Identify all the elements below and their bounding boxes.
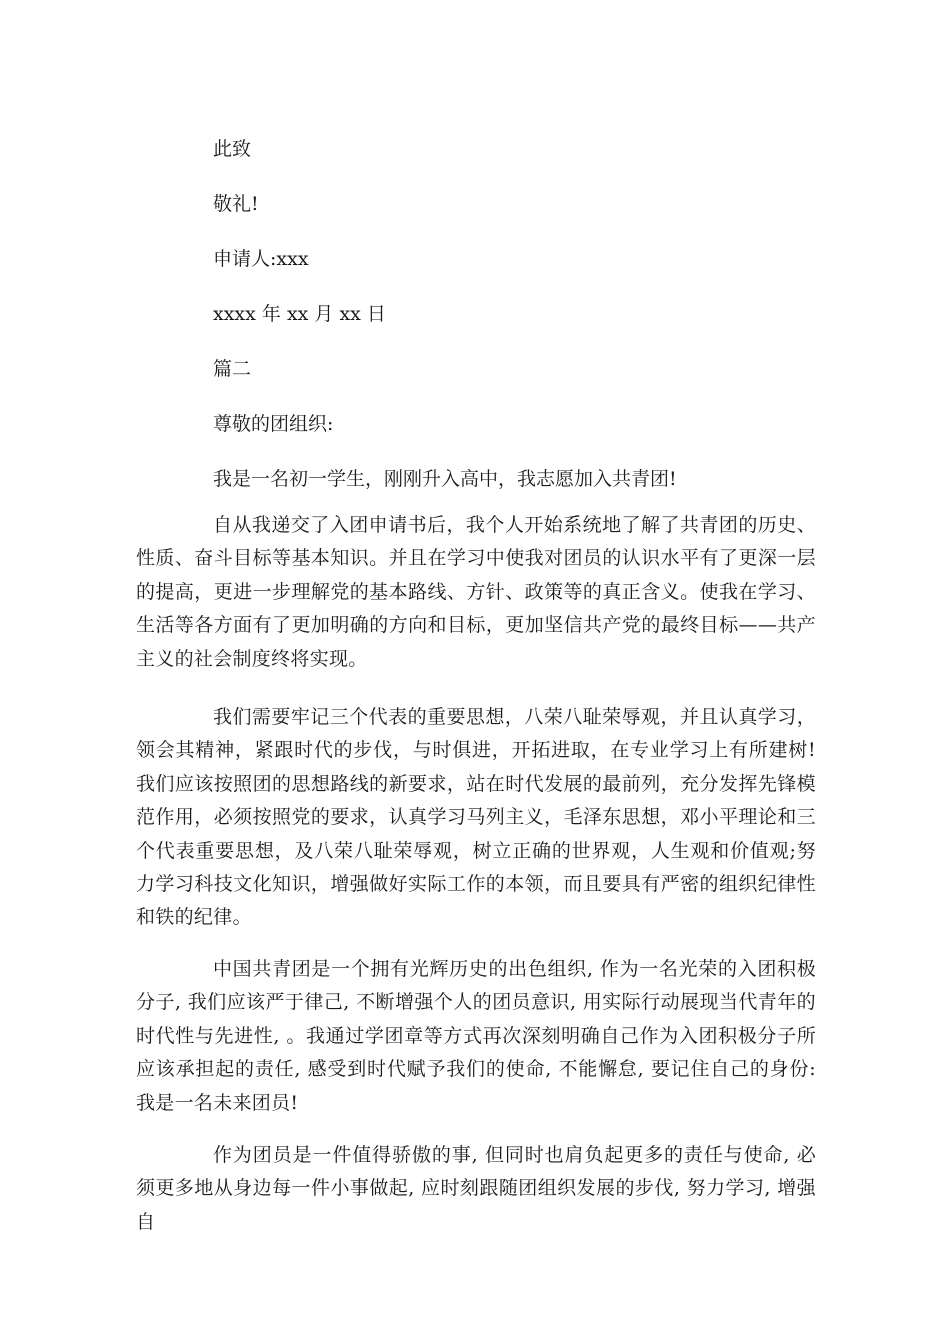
- body-paragraph: 我们需要牢记三个代表的重要思想，八荣八耻荣辱观，并且认真学习，领会其精神，紧跟时代的步伐，与时俱进，开拓进取，在专业学习上有所建树!我们应该按照团的思想路线的新要求，站在时代发展的最前列，充分发挥先锋模范作用，必须按照党的要求，认真学习马列主义，毛泽东思想，邓小平理论和三个代表重要思想，及八荣八耻荣辱观，树立正确的世界观，人生观和价值观;努力学习科技文化知识，增强做好实际工作的本领，而且要具有严密的组织纪律性和铁的纪律。: [136, 706, 816, 929]
- greeting: 尊敬的团组织:: [213, 413, 334, 435]
- body-paragraph: 自从我递交了入团申请书后，我个人开始系统地了解了共青团的历史、性质、奋斗目标等基本知识。并且在学习中使我对团员的认识水平有了更深一层的提高，更进一步理解党的基本路线、方针、政策等的真正含义。使我在学习、生活等各方面有了更加明确的方向和目标，更加坚信共产党的最终目标——共产主义的社会制度终将实现。: [136, 514, 816, 670]
- closing-salutation: 此致: [213, 138, 252, 160]
- body-paragraph: 作为团员是一件值得骄傲的事, 但同时也肩负起更多的责任与使命, 必须更多地从身边每一件小事做起, 应时刻跟随团组织发展的步伐, 努力学习, 增强自: [136, 1144, 816, 1233]
- intro-line: 我是一名初一学生，刚刚升入高中，我志愿加入共青团!: [213, 468, 677, 490]
- closing-respect: 敬礼!: [213, 193, 259, 215]
- body-paragraph: 中国共青团是一个拥有光辉历史的出色组织, 作为一名光荣的入团积极分子, 我们应该严于律己, 不断增强个人的团员意识, 用实际行动展现当代青年的时代性与先进性, 。我通过学团章等方式再次深刻明确自己作为入团积极分子所应该承担起的责任, 感受到时代赋予我们的使命, 不能懈怠, 要记住自己的身份: 我是一名未来团员!: [136, 958, 816, 1114]
- date-line: xxxx 年 xx 月 xx 日: [213, 303, 386, 325]
- section-label: 篇二: [213, 358, 252, 380]
- applicant-line: 申请人:xxx: [213, 248, 309, 270]
